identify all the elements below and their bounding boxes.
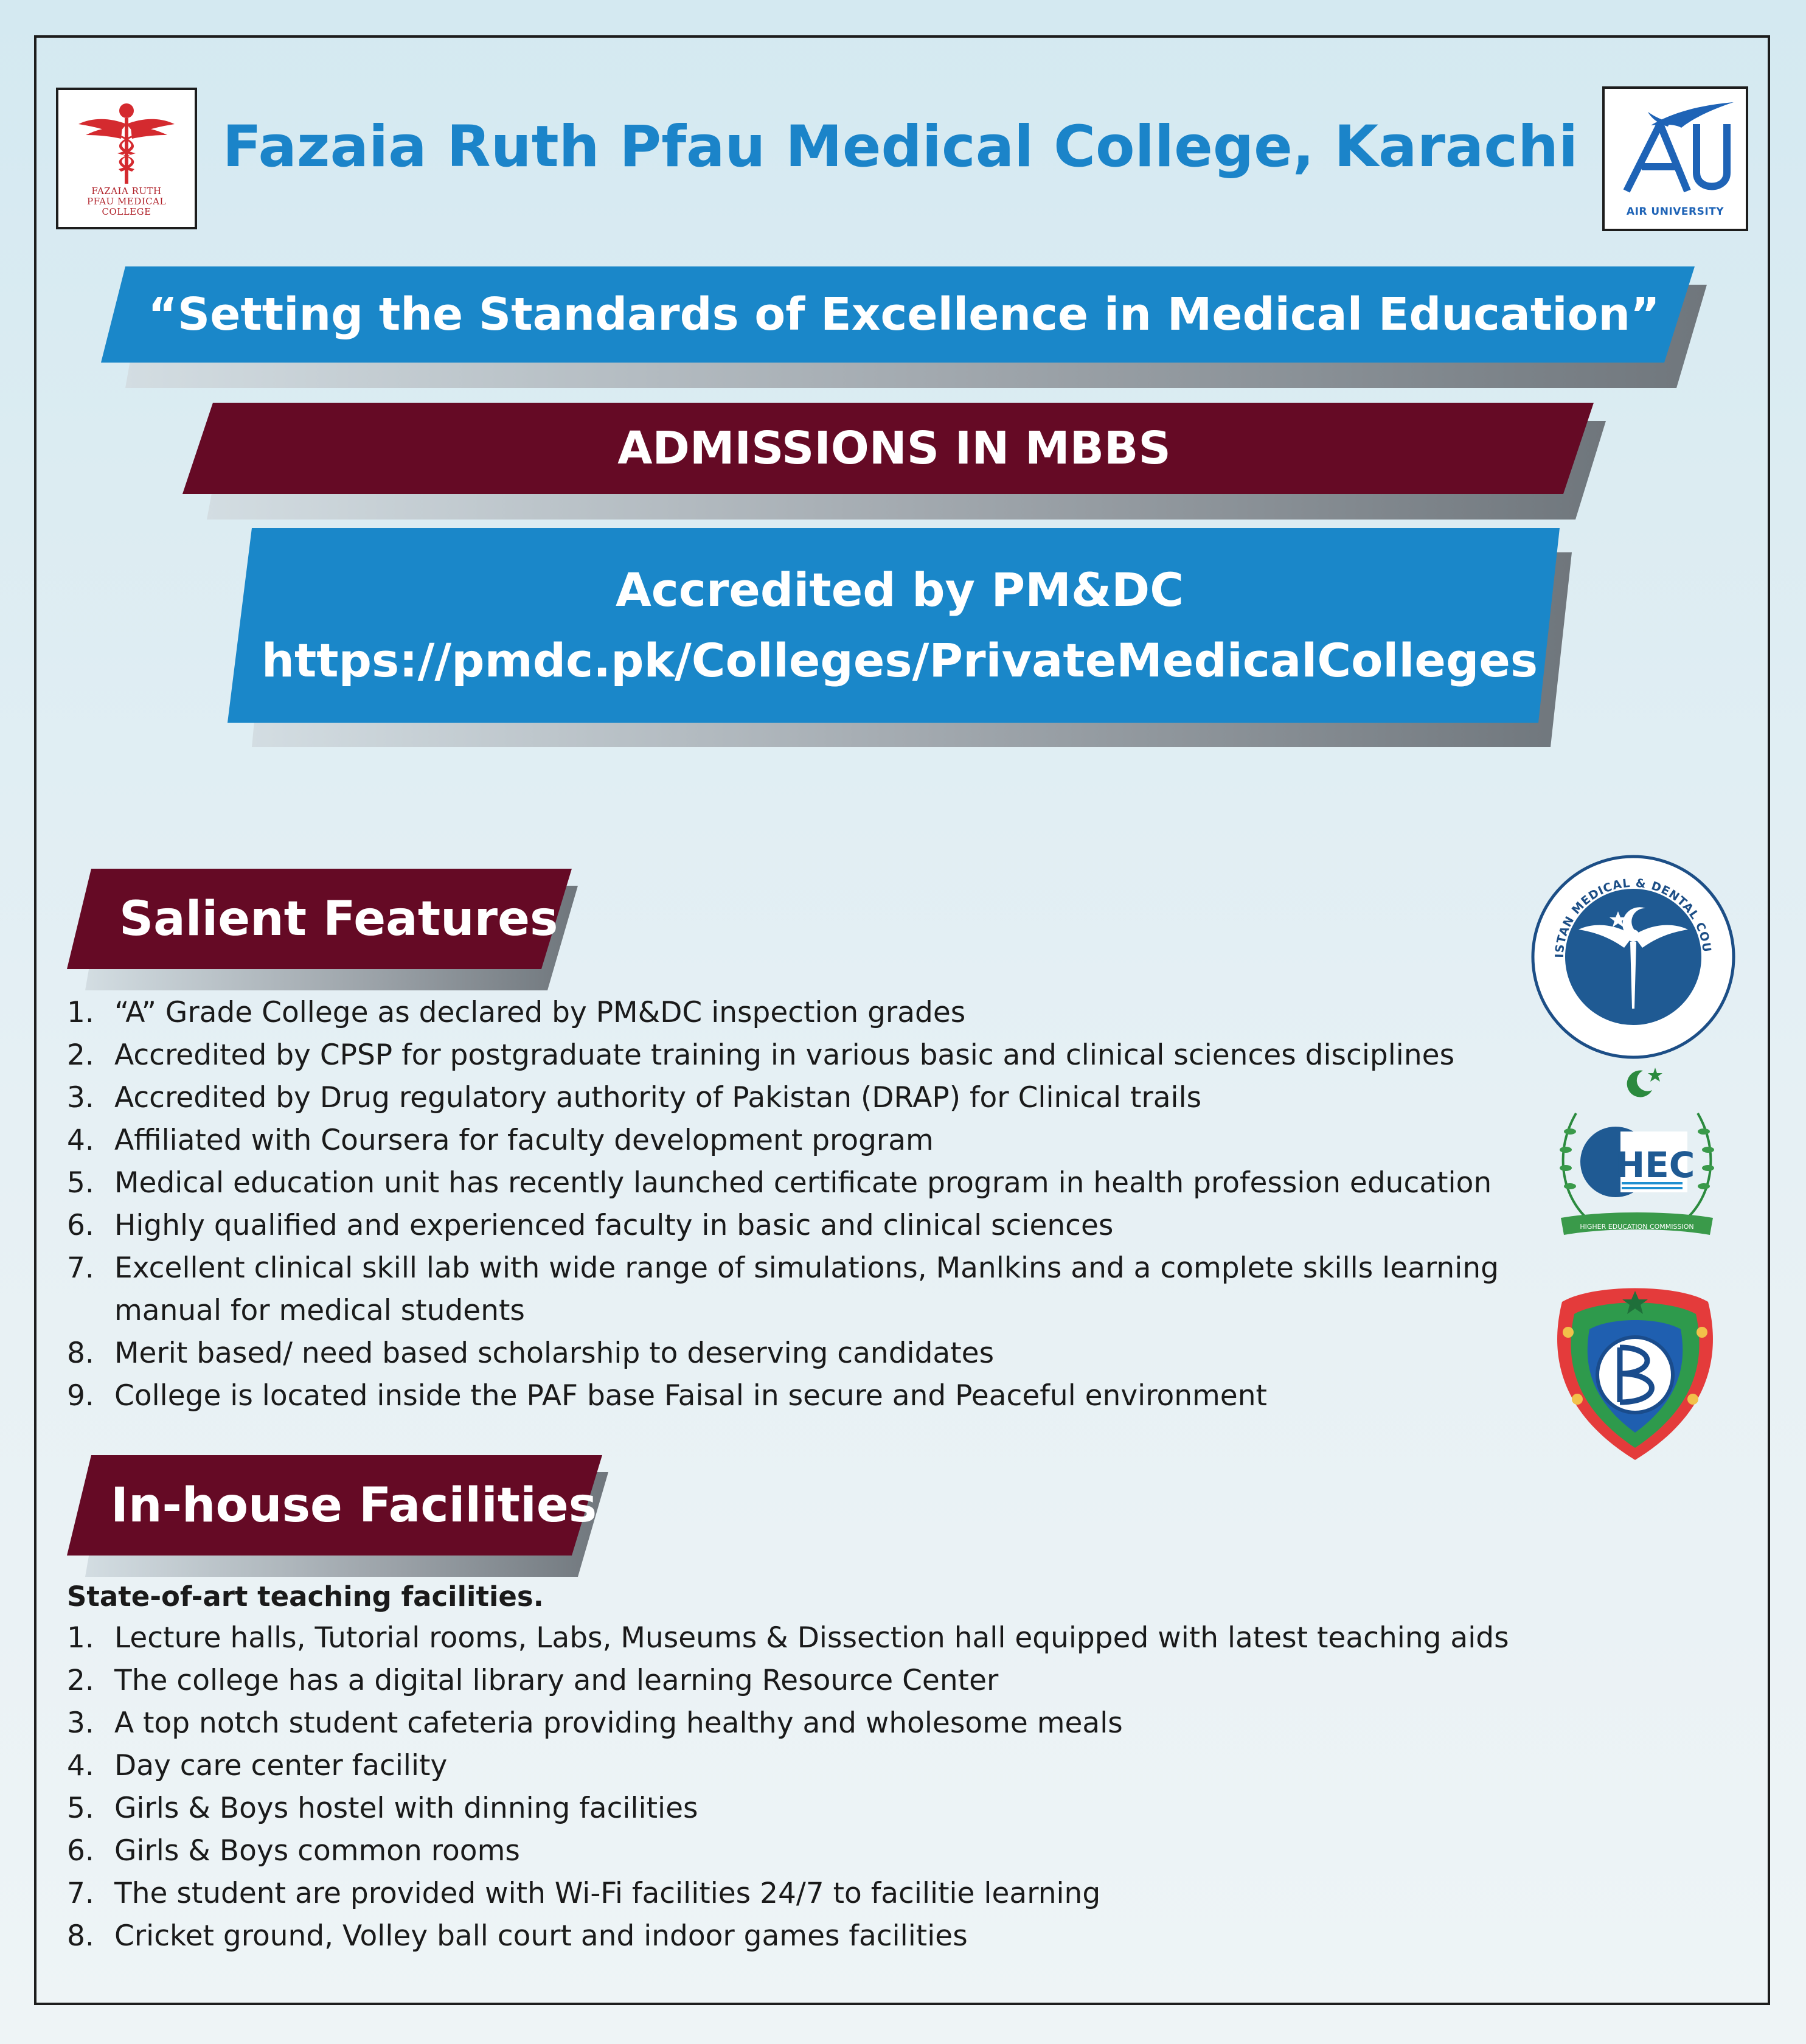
salient-features-heading (67, 869, 578, 990)
list-item-text: Cricket ground, Volley ball court and indoor games facilities (114, 1919, 968, 1953)
list-item (67, 1034, 1515, 1077)
admissions-banner (182, 403, 1606, 520)
list-item-number: 4. (67, 1749, 94, 1782)
list-item (67, 1204, 1515, 1247)
list-item (67, 992, 1515, 1034)
college-logo (56, 88, 197, 229)
list-item-number: 3. (67, 1081, 94, 1114)
list-item-number: 1. (67, 1621, 94, 1655)
list-item-number: 8. (67, 1919, 94, 1953)
in-house-facilities-heading (67, 1455, 608, 1577)
list-item-number: 6. (67, 1209, 94, 1242)
list-item-text: A top notch student cafeteria providing healthy and wholesome meals (114, 1706, 1123, 1740)
list-item-text: Girls & Boys common rooms (114, 1834, 520, 1868)
pmdc-seal-icon (1527, 850, 1740, 1063)
list-item-number: 8. (67, 1337, 94, 1370)
pmdc-logo (1527, 850, 1740, 1063)
list-item-text: Girls & Boys hostel with dinning facilities (114, 1792, 698, 1825)
list-item (67, 1332, 1515, 1375)
list-item-number: 6. (67, 1834, 94, 1868)
list-item-text: Accredited by Drug regulatory authority of Pakistan (DRAP) for Clinical trails (114, 1081, 1202, 1114)
tagline-text: “Setting the Standards of Excellence in Medical Education” (148, 288, 1660, 341)
facilities-subheading: State-of-art teaching facilities. (67, 1580, 544, 1613)
list-item-text: Affiliated with Coursera for faculty development program (114, 1124, 934, 1157)
air-university-logo (1602, 86, 1748, 231)
hec-ribbon-text: HIGHER EDUCATION COMMISSION (1580, 1223, 1694, 1231)
hec-label: HEC (1615, 1144, 1695, 1186)
list-item-text: Accredited by CPSP for postgraduate training in various basic and clinical sciences disciplines (114, 1038, 1455, 1072)
list-item-text: The student are provided with Wi-Fi facilities 24/7 to facilitie learning (114, 1877, 1101, 1910)
list-item-number: 5. (67, 1166, 94, 1200)
air-university-au-icon (1614, 100, 1736, 203)
list-item-number: 9. (67, 1379, 94, 1413)
list-item-text: Excellent clinical skill lab with wide range of simulations, Manlkins and a complete skills learning manual for medical students (114, 1251, 1499, 1327)
list-item (67, 1660, 1588, 1702)
accreditation-url-link[interactable]: https://pmdc.pk/Colleges/PrivateMedicalColleges (261, 633, 1538, 687)
list-item (67, 1617, 1588, 1660)
board-crest-icon (1544, 1278, 1726, 1466)
list-item (67, 1119, 1515, 1162)
list-item-number: 1. (67, 996, 94, 1029)
page-title: Fazaia Ruth Pfau Medical College, Karachi (222, 114, 1579, 180)
pmdc-ring-text: ISTAN MEDICAL & DENTAL COU (1552, 876, 1714, 958)
list-item (67, 1915, 1588, 1958)
caduceus-wings-icon (75, 100, 178, 185)
admissions-text: ADMISSIONS IN MBBS (617, 422, 1171, 474)
salient-features-title: Salient Features (119, 891, 558, 947)
list-item-number: 7. (67, 1877, 94, 1910)
college-logo-caption: FAZAIA RUTH PFAU MEDICAL COLLEGE (87, 186, 166, 217)
list-item-text: Merit based/ need based scholarship to deserving candidates (114, 1337, 995, 1370)
list-item-text: “A” Grade College as declared by PM&DC inspection grades (114, 996, 966, 1029)
air-university-caption: AIR UNIVERSITY (1626, 206, 1724, 218)
accreditation-banner (227, 528, 1572, 747)
hec-logo (1543, 1058, 1731, 1253)
list-item (67, 1375, 1515, 1417)
list-item-text: Highly qualified and experienced faculty in basic and clinical sciences (114, 1209, 1114, 1242)
accreditation-text (227, 528, 1572, 723)
list-item (67, 1787, 1588, 1830)
salient-features-list (67, 992, 1515, 1417)
tagline-banner (101, 266, 1707, 388)
list-item-number: 4. (67, 1124, 94, 1157)
list-item (67, 1745, 1588, 1787)
list-item-text: Day care center facility (114, 1749, 448, 1782)
list-item (67, 1077, 1515, 1119)
list-item-text: College is located inside the PAF base Faisal in secure and Peaceful environment (114, 1379, 1267, 1413)
list-item (67, 1702, 1588, 1745)
list-item-number: 7. (67, 1251, 94, 1285)
list-item-text: The college has a digital library and learning Resource Center (114, 1664, 999, 1697)
list-item-number: 2. (67, 1038, 94, 1072)
accreditation-line: Accredited by PM&DC (615, 563, 1184, 617)
in-house-facilities-list (67, 1617, 1588, 1958)
list-item-number: 3. (67, 1706, 94, 1740)
list-item-number: 2. (67, 1664, 94, 1697)
list-item (67, 1872, 1588, 1915)
board-crest-logo (1544, 1278, 1726, 1466)
list-item (67, 1830, 1588, 1872)
list-item-number: 5. (67, 1792, 94, 1825)
in-house-facilities-title: In-house Facilities (111, 1478, 597, 1533)
list-item (67, 1162, 1515, 1204)
list-item-text: Medical education unit has recently launched certificate program in health profession education (114, 1166, 1492, 1200)
list-item-text: Lecture halls, Tutorial rooms, Labs, Museums & Dissection hall equipped with latest teaching aids (114, 1621, 1509, 1655)
list-item (67, 1247, 1515, 1332)
hec-emblem-icon (1543, 1058, 1731, 1253)
